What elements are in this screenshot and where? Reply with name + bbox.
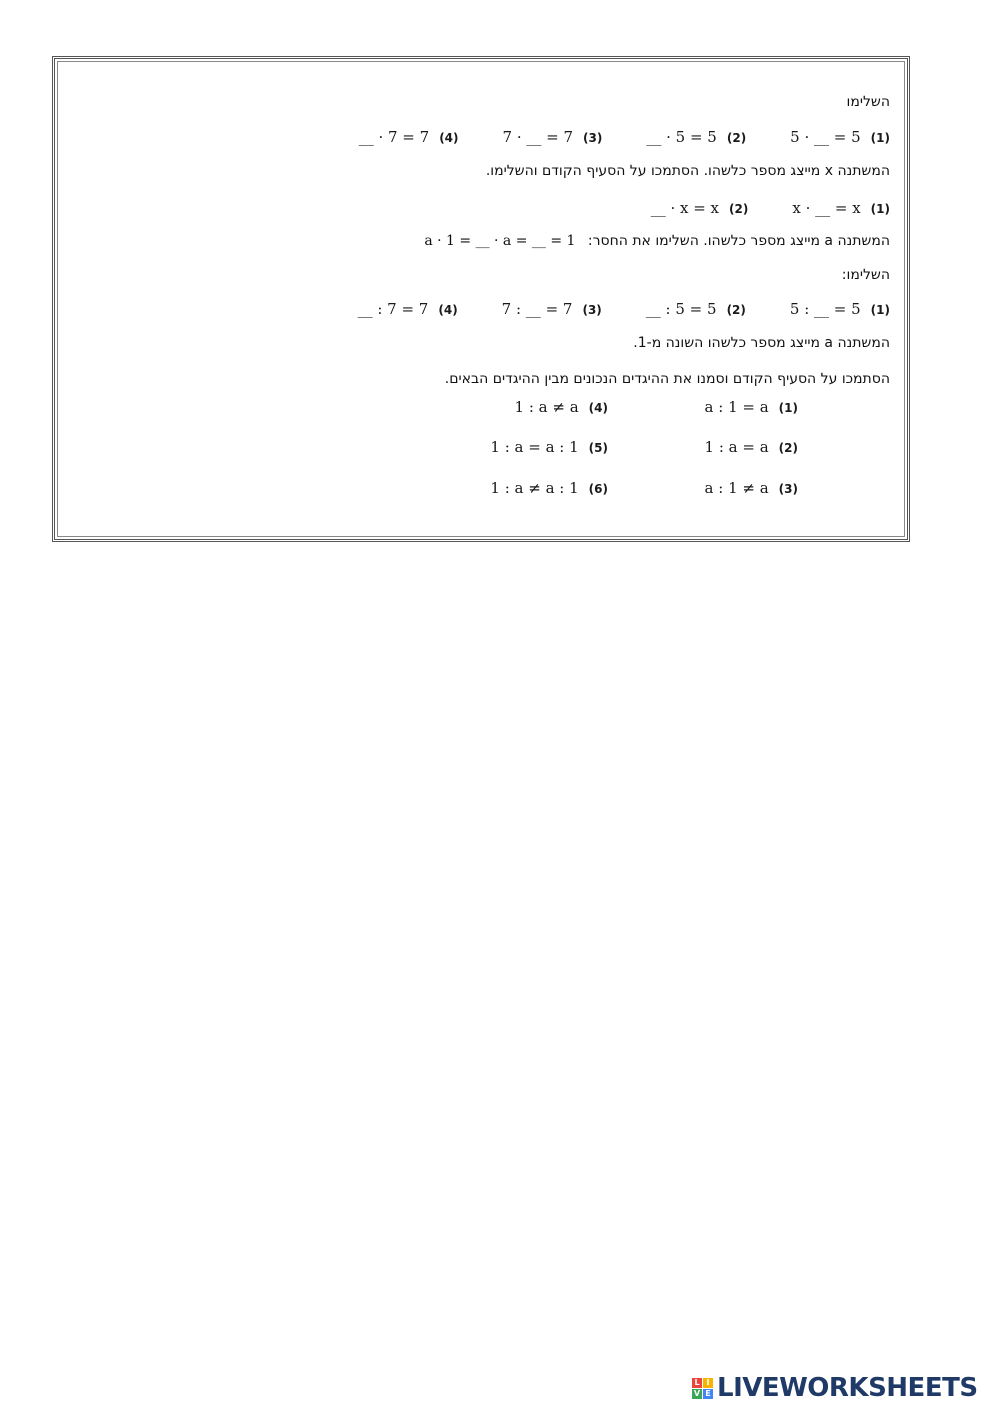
item-number: (1) (870, 303, 890, 317)
exercise-item (503, 128, 603, 146)
logo-letter: E (703, 1389, 713, 1399)
item-number: (5) (588, 441, 608, 455)
item-expression: 7 : __ = 7 (501, 300, 573, 318)
logo-mark-icon (692, 1378, 713, 1399)
statement-item (515, 398, 608, 416)
item-expression: 5 · __ = 5 (790, 128, 861, 146)
item-number: (1) (870, 202, 890, 216)
exercise-item (502, 300, 602, 318)
item-number: (3) (778, 482, 798, 496)
item-expression: __ · 7 = 7 (358, 128, 430, 146)
item-expression: __ · x = x (650, 199, 720, 217)
item-number: (6) (588, 482, 608, 496)
question-3-text: המשתנה a מייצג מספר כלשהו. השלימו את החסר: (587, 233, 890, 249)
logo-letter: L (692, 1378, 702, 1388)
item-number: (1) (778, 401, 798, 415)
exercise-item (651, 199, 749, 217)
exercise-item (790, 128, 890, 146)
exercise-item (358, 300, 458, 318)
logo-text: LIVEWORKSHEETS (717, 1373, 978, 1403)
question-2-text: המשתנה x מייצג מספר כלשהו. הסתמכו על הסעיף הקודם והשלימו. (485, 163, 890, 179)
question-3-expression: a · 1 = __ · a = __ = 1 (424, 233, 576, 249)
statement-item (490, 438, 608, 456)
item-expression: a : 1 ≠ a (704, 479, 769, 497)
item-expression: 1 : a = a (704, 438, 769, 456)
logo-letter: I (703, 1378, 713, 1388)
exercise-row-3 (358, 300, 890, 318)
item-number: (4) (438, 303, 458, 317)
item-expression: 1 : a ≠ a (514, 398, 579, 416)
item-expression: 5 : __ = 5 (789, 300, 861, 318)
liveworksheets-logo (692, 1373, 978, 1403)
heading-complete: השלימו (846, 94, 890, 110)
exercise-item (790, 300, 890, 318)
logo-letter: V (693, 1388, 701, 1398)
statement-item (705, 398, 798, 416)
question-5-text: הסתמכו על הסעיף הקודם וסמנו את ההיגדים הנכונים מבין ההיגדים הבאים. (444, 371, 890, 387)
item-expression: 7 · __ = 7 (502, 128, 574, 146)
statement-item (705, 479, 798, 497)
item-expression: x · __ = x (792, 199, 861, 217)
statement-item (490, 479, 608, 497)
item-number: (2) (729, 202, 749, 216)
item-number: (4) (439, 131, 459, 145)
item-number: (2) (778, 441, 798, 455)
item-number: (4) (588, 401, 608, 415)
item-number: (2) (726, 131, 747, 145)
exercise-item (646, 128, 746, 146)
question-4-text: המשתנה a מייצג מספר כלשהו השונה מ-1. (633, 335, 890, 351)
question-3 (424, 233, 890, 249)
item-number: (3) (583, 131, 603, 145)
heading-complete-2: השלימו: (841, 267, 890, 283)
item-expression: __ : 5 = 5 (645, 300, 717, 318)
item-number: (3) (582, 303, 602, 317)
item-expression: a : 1 = a (704, 398, 769, 416)
exercise-item (359, 128, 459, 146)
item-expression: __ : 7 = 7 (357, 300, 429, 318)
exercise-row-1 (359, 128, 890, 146)
exercise-row-2 (651, 199, 890, 217)
exercise-item (646, 300, 746, 318)
statement-item (705, 438, 798, 456)
item-expression: __ · 5 = 5 (646, 128, 717, 146)
exercise-item (792, 199, 890, 217)
item-number: (1) (870, 131, 890, 145)
item-number: (2) (726, 303, 746, 317)
item-expression: 1 : a = a : 1 (490, 438, 579, 456)
item-expression: 1 : a ≠ a : 1 (490, 479, 579, 497)
